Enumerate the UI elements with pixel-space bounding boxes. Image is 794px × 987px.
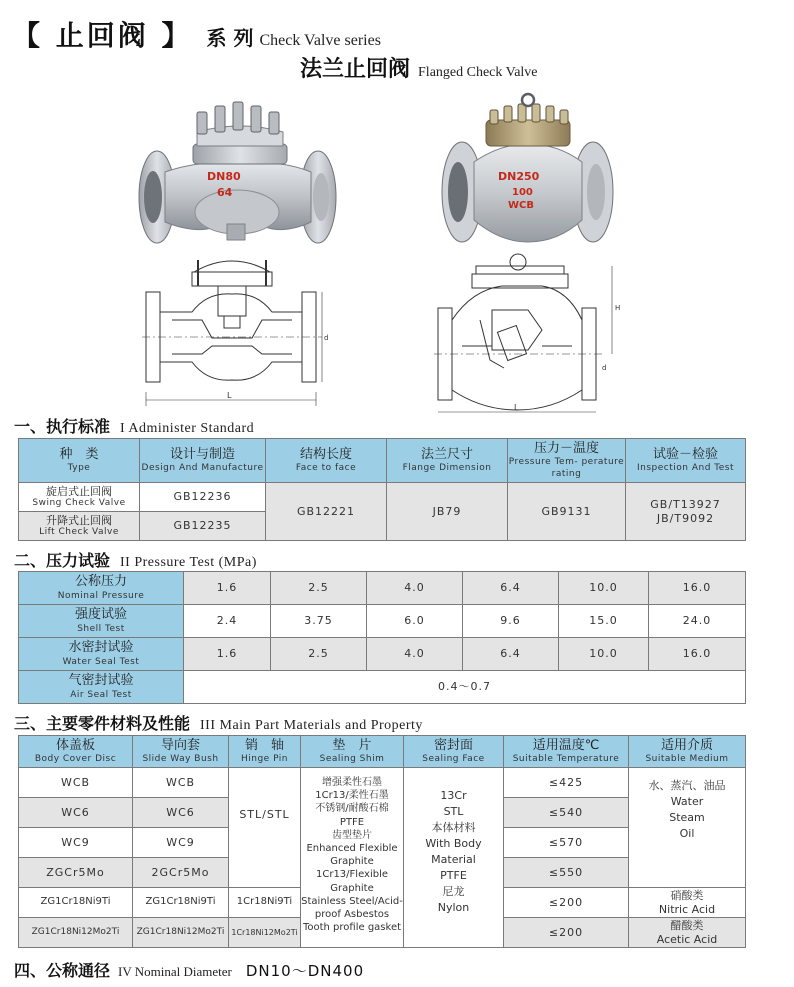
pt-water-6: 16.0: [649, 638, 746, 671]
pt-nominal-5: 10.0: [559, 572, 649, 605]
section3-title-cn: 三、主要零件材料及性能: [14, 714, 191, 733]
pt-water-1: 1.6: [184, 638, 271, 671]
pt-nominal-2: 2.5: [271, 572, 367, 605]
page-header: [12, 14, 381, 52]
header-title: 【 止回阀 】: [12, 19, 193, 52]
std-header-pt: 压力－温度 Pressure Tem- perature rating: [508, 439, 626, 483]
std-flange: JB79: [387, 483, 508, 541]
pt-shell-3: 6.0: [367, 605, 463, 638]
mat-shim: 增强柔性石墨 1Cr13/柔性石墨 不锈钢/耐酸石棉 PTFE 齿型垫片 Enhanced Flexible Graphite 1Cr13/Flexible Graphite Stainless Steel/Acid- proof Asbestos Tooth profile gasket: [301, 768, 404, 948]
header-series-cn: 系 列: [206, 26, 254, 50]
mat-pin-5: 1Cr18Ni9Ti: [229, 888, 301, 918]
pt-water-4: 6.4: [463, 638, 559, 671]
mat-header-pin: 销 轴 Hinge Pin: [229, 736, 301, 768]
subtitle-cn: 法兰止回阀: [300, 57, 411, 82]
mat-bush-5: ZG1Cr18Ni9Ti: [133, 888, 229, 918]
subtitle: [300, 52, 538, 83]
pt-water-5: 10.0: [559, 638, 649, 671]
std-header-design: 设计与制造 Design And Manufacture: [140, 439, 266, 483]
mat-medium-upper: 水、蒸汽、油品 Water Steam Oil: [629, 768, 746, 888]
pt-shell-5: 15.0: [559, 605, 649, 638]
section4-title-en: IV Nominal Diameter: [118, 964, 232, 979]
pt-label-nominal: 公称压力 Nominal Pressure: [19, 572, 184, 605]
left-valve-marking-1: DN80: [207, 170, 241, 183]
mat-header-medium: 适用介质 Suitable Medium: [629, 736, 746, 768]
std-header-inspection: 试验－检验 Inspection And Test: [626, 439, 746, 483]
std-inspection: GB/T13927 JB/T9092: [626, 483, 746, 541]
materials-table: [18, 735, 746, 948]
mat-temp-2: ≤540: [504, 798, 629, 828]
left-valve-marking-2: 64: [217, 186, 233, 199]
nominal-diameter-range: DN10～DN400: [245, 962, 365, 980]
pt-nominal-6: 16.0: [649, 572, 746, 605]
section4-title-cn: 四、公称通径: [14, 961, 111, 980]
subtitle-en: Flanged Check Valve: [418, 65, 538, 80]
right-valve-marking-3: WCB: [508, 200, 534, 211]
std-header-flange: 法兰尺寸 Flange Dimension: [387, 439, 508, 483]
mat-header-body: 体盖板 Body Cover Disc: [19, 736, 133, 768]
mat-body-6: ZG1Cr18Ni12Mo2Ti: [19, 918, 133, 948]
mat-bush-2: WC6: [133, 798, 229, 828]
std-face-to-face: GB12221: [266, 483, 387, 541]
right-drawing-height-label: H: [615, 304, 621, 312]
mat-pin-upper: STL/STL: [229, 768, 301, 888]
mat-temp-4: ≤550: [504, 858, 629, 888]
pressure-test-table: [18, 571, 746, 704]
pt-shell-2: 3.75: [271, 605, 367, 638]
std-type-lift: 升降式止回阀 Lift Check Valve: [19, 512, 140, 541]
mat-header-temp: 适用温度℃ Suitable Temperature: [504, 736, 629, 768]
swing-check-valve-photo: [440, 92, 615, 252]
std-type-swing: 旋启式止回阀 Swing Check Valve: [19, 483, 140, 512]
pt-nominal-1: 1.6: [184, 572, 271, 605]
pt-label-air: 气密封试验 Air Seal Test: [19, 671, 184, 704]
mat-bush-4: 2GCr5Mo: [133, 858, 229, 888]
section3-title-en: III Main Part Materials and Property: [200, 718, 423, 733]
mat-temp-1: ≤425: [504, 768, 629, 798]
mat-medium-acetic: 醋酸类 Acetic Acid: [629, 918, 746, 948]
pt-nominal-3: 4.0: [367, 572, 463, 605]
header-series-en: Check Valve series: [259, 32, 381, 49]
mat-body-2: WC6: [19, 798, 133, 828]
section3-title: [14, 711, 423, 734]
mat-header-bush: 导向套 Slide Way Bush: [133, 736, 229, 768]
pt-water-2: 2.5: [271, 638, 367, 671]
section1-title-cn: 一、执行标准: [14, 417, 111, 436]
mat-temp-6: ≤200: [504, 918, 629, 948]
section1-title: [14, 414, 254, 437]
right-valve-marking-2: 100: [512, 187, 533, 198]
section2-title-cn: 二、压力试验: [14, 551, 111, 570]
right-drawing-length-label: L: [514, 403, 519, 412]
left-drawing-diameter-label: d: [324, 334, 329, 342]
section2-title: [14, 548, 257, 571]
lift-check-valve-drawing: [132, 252, 332, 410]
mat-header-face: 密封面 Sealing Face: [404, 736, 504, 768]
standards-table: [18, 438, 746, 541]
std-pt-rating: GB9131: [508, 483, 626, 541]
pt-shell-1: 2.4: [184, 605, 271, 638]
pt-nominal-4: 6.4: [463, 572, 559, 605]
section1-title-en: I Administer Standard: [120, 421, 255, 436]
mat-face: 13Cr STL 本体材料 With Body Material PTFE 尼龙 Nylon: [404, 768, 504, 948]
mat-bush-6: ZG1Cr18Ni12Mo2Ti: [133, 918, 229, 948]
mat-header-shim: 垫 片 Sealing Shim: [301, 736, 404, 768]
mat-pin-6: 1Cr18Ni12Mo2Ti: [229, 918, 301, 948]
pt-label-shell: 强度试验 Shell Test: [19, 605, 184, 638]
pt-label-water: 水密封试验 Water Seal Test: [19, 638, 184, 671]
mat-temp-5: ≤200: [504, 888, 629, 918]
std-header-face: 结构长度 Face to face: [266, 439, 387, 483]
lift-check-valve-photo: [135, 92, 340, 252]
right-drawing-diameter-label: d: [602, 364, 607, 372]
left-drawing-length-label: L: [227, 391, 232, 400]
right-valve-marking-1: DN250: [498, 170, 540, 183]
mat-body-4: ZGCr5Mo: [19, 858, 133, 888]
mat-body-5: ZG1Cr18Ni9Ti: [19, 888, 133, 918]
mat-bush-3: WC9: [133, 828, 229, 858]
section2-title-en: II Pressure Test (MPa): [120, 555, 257, 570]
mat-bush-1: WCB: [133, 768, 229, 798]
std-design-swing: GB12236: [140, 483, 266, 512]
pt-shell-6: 24.0: [649, 605, 746, 638]
pt-air-value: 0.4～0.7: [184, 671, 746, 704]
pt-water-3: 4.0: [367, 638, 463, 671]
std-design-lift: GB12235: [140, 512, 266, 541]
section4-title: [14, 958, 364, 981]
swing-check-valve-drawing: [432, 250, 632, 418]
mat-body-1: WCB: [19, 768, 133, 798]
std-header-type: 种 类 Type: [19, 439, 140, 483]
mat-medium-nitric: 硝酸类 Nitric Acid: [629, 888, 746, 918]
mat-temp-3: ≤570: [504, 828, 629, 858]
pt-shell-4: 9.6: [463, 605, 559, 638]
mat-body-3: WC9: [19, 828, 133, 858]
